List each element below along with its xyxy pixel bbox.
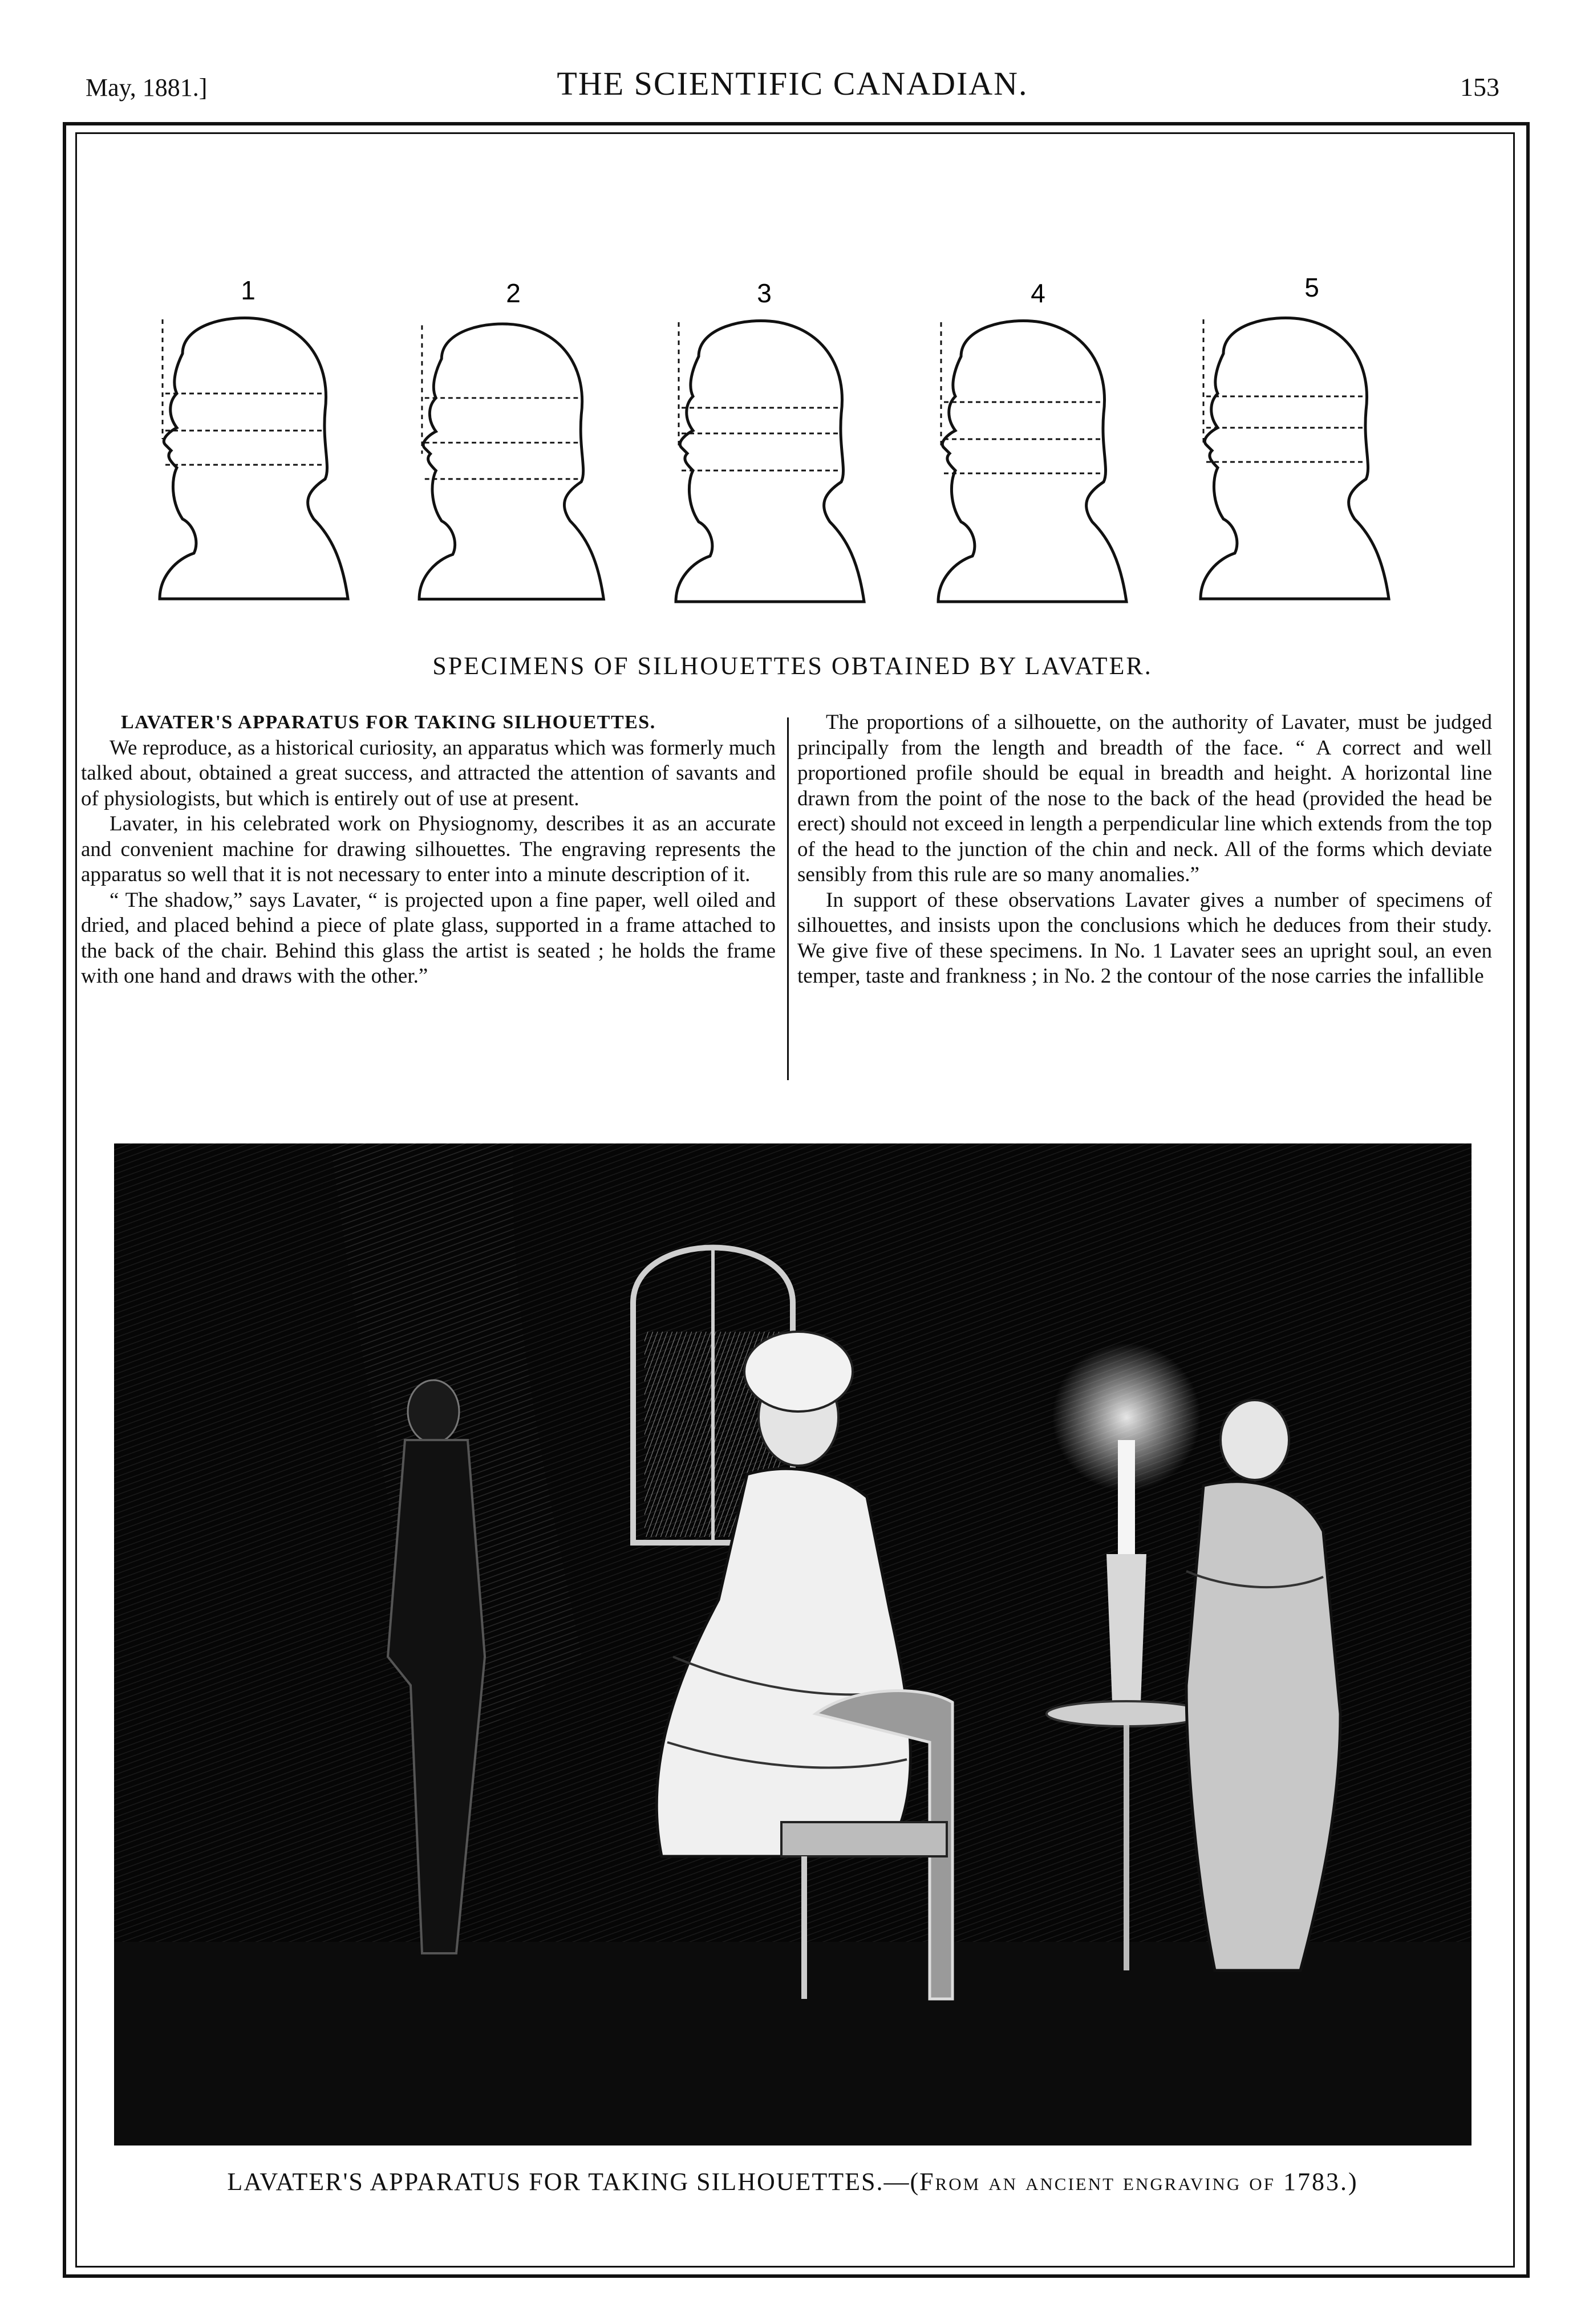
silhouette-5 <box>1201 318 1389 599</box>
silhouette-4 <box>938 321 1126 602</box>
column-rule <box>787 717 789 1080</box>
silhouette-number-3: 3 <box>757 278 772 308</box>
article-paragraph: The proportions of a silhouette, on the authority of Lavater, must be judged principally from the length and breadth of the face. “ A correct and well proportioned profile should be equal in breadth and height. A horizontal line drawn from the point of the nose to the back of the head (provided the head be erect) should not exceed in length a perpendicular line which extends from the top of the head to the junction of the chin and neck. All of the forms which deviate sensibly from this rule are so many anomalies.” <box>797 711 1492 886</box>
silhouette-number-5: 5 <box>1304 273 1319 302</box>
engraving-caption-source: From an ancient engraving of 1783. <box>919 2168 1348 2196</box>
silhouette-number-1: 1 <box>241 275 256 305</box>
engraving-illustration <box>114 1143 1472 2145</box>
issue-date: May, 1881.] <box>86 74 208 102</box>
silhouette-number-2: 2 <box>506 278 521 308</box>
article-paragraph: We reproduce, as a historical curiosity, an apparatus which was formerly much talked about, obtained a great success, and attracted the attention of savants and of physiologists, but which is entirely out of use at present. <box>81 736 776 810</box>
engraving-caption <box>0 2167 1585 2196</box>
article-column-right <box>797 710 1492 989</box>
engraving-caption-main: LAVATER'S APPARATUS FOR TAKING SILHOUETTES.—( <box>227 2168 920 2196</box>
page-number: 153 <box>1460 72 1499 102</box>
silhouette-2 <box>419 324 603 599</box>
article-column-left <box>81 710 776 989</box>
journal-title: THE SCIENTIFIC CANADIAN. <box>557 65 1028 102</box>
silhouette-number-4: 4 <box>1031 278 1045 308</box>
article-heading: LAVATER'S APPARATUS FOR TAKING SILHOUETTES. <box>121 712 656 733</box>
engraving-scene <box>114 1143 1472 2145</box>
silhouette-caption: SPECIMENS OF SILHOUETTES OBTAINED BY LAVATER. <box>432 652 1153 680</box>
article-paragraph: In support of these observations Lavater gives a number of specimens of silhouettes, and insists upon the conclusions which he deduces from their study. We give five of these specimens. In No. 1 Lavater sees an upright soul, an even temper, taste and frankness ; in No. 2 the contour of the nose carries the infallible <box>797 888 1492 988</box>
silhouette-specimens <box>143 268 1454 633</box>
silhouette-1 <box>160 318 348 599</box>
silhouette-figure <box>143 268 1454 633</box>
article-paragraph: “ The shadow,” says Lavater, “ is projected upon a fine paper, well oiled and dried, and placed behind a piece of plate glass, supported in a frame attached to the back of the chair. Behind this glass the artist is seated ; he holds the frame with one hand and draws with the other.” <box>81 888 776 988</box>
article-paragraph: Lavater, in his celebrated work on Physiognomy, describes it as an accurate and convenient machine for drawing silhouettes. The engraving represents the apparatus so well that it is not necessary to enter into a minute description of it. <box>81 812 776 886</box>
silhouette-3 <box>676 321 864 602</box>
engraving-caption-close: ) <box>1348 2168 1358 2196</box>
